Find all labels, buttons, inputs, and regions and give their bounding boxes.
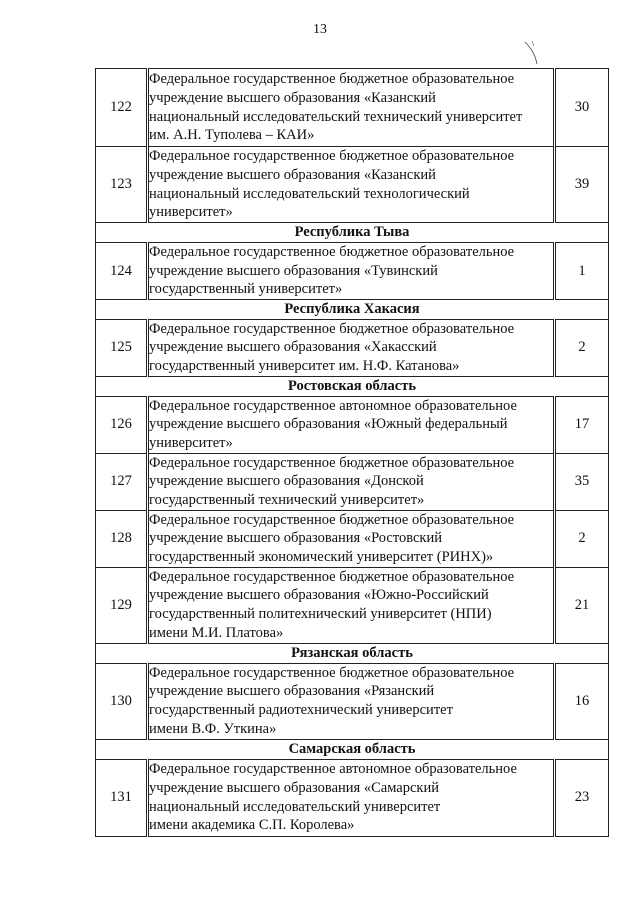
institution-name-line: имени академика С.П. Королева»: [149, 817, 355, 834]
quota-count: 21: [555, 567, 609, 643]
institution-name-line: учреждение высшего образования «Ростовский: [149, 530, 442, 547]
institution-name-line: Федеральное государственное бюджетное образовательное: [149, 664, 515, 681]
institution-name-line: национальный исследовательский технологический: [149, 185, 470, 202]
region-row: [96, 643, 609, 663]
institution-name-line: учреждение высшего образования «Хакасский: [149, 339, 437, 356]
institution-name-line: Федеральное государственное бюджетное образовательное: [149, 568, 515, 585]
quota-count: 23: [555, 759, 609, 836]
table-row: [96, 319, 609, 376]
row-number: 130: [96, 663, 148, 739]
region-row: [96, 299, 609, 319]
institution-name: [148, 243, 555, 300]
institution-name-line: Федеральное государственное бюджетное образовательное: [149, 244, 515, 260]
institution-name-line: национальный исследовательский университет: [149, 798, 441, 815]
institution-name: [148, 319, 555, 376]
institution-name-line: государственный университет»: [149, 281, 343, 298]
institution-name-line: государственный экономический университет (РИНХ)»: [149, 548, 494, 565]
scan-mark: [523, 40, 541, 66]
institution-name-line: государственный политехнический университет (НПИ): [149, 606, 492, 623]
institution-name: [148, 663, 555, 739]
table-row: [96, 510, 609, 567]
institution-name-line: учреждение высшего образования «Южный федеральный: [149, 416, 508, 433]
row-number: 124: [96, 243, 148, 300]
table-row: [96, 147, 609, 223]
institutions-table: [95, 68, 609, 837]
institution-name-line: Федеральное государственное бюджетное образовательное: [149, 320, 515, 337]
institution-name-line: Федеральное государственное бюджетное образовательное: [149, 148, 515, 165]
institution-name-line: Федеральное государственное бюджетное образовательное: [149, 71, 515, 88]
institution-name: [148, 567, 555, 643]
row-number: 131: [96, 759, 148, 836]
institution-name-line: имени М.И. Платова»: [149, 624, 284, 641]
region-title: Ростовская область: [96, 376, 609, 396]
region-row: [96, 223, 609, 243]
quota-count: 17: [555, 396, 609, 453]
institution-name-line: учреждение высшего образования «Казанский: [149, 166, 436, 183]
table-row: [96, 396, 609, 453]
table-row: [96, 69, 609, 147]
row-number: 125: [96, 319, 148, 376]
region-title: Рязанская область: [96, 643, 609, 663]
institution-name-line: университет»: [149, 434, 233, 451]
institution-name: [148, 453, 555, 510]
institution-name-line: имени В.Ф. Уткина»: [149, 720, 277, 737]
row-number: 126: [96, 396, 148, 453]
table-row: [96, 453, 609, 510]
institution-name-line: национальный исследовательский технический университет: [149, 108, 523, 125]
row-number: 127: [96, 453, 148, 510]
institution-name-line: Федеральное государственное автономное образовательное: [149, 397, 517, 414]
institution-name-line: учреждение высшего образования «Южно-Российский: [149, 587, 489, 604]
page-number: 13: [313, 22, 327, 37]
region-title: Республика Тыва: [96, 223, 609, 243]
quota-count: 16: [555, 663, 609, 739]
institution-name-line: государственный радиотехнический университет: [149, 702, 453, 719]
row-number: 129: [96, 567, 148, 643]
institution-name-line: учреждение высшего образования «Казанский: [149, 89, 436, 106]
institution-name-line: учреждение высшего образования «Донской: [149, 473, 424, 490]
institution-name-line: государственный университет им. Н.Ф. Катанова»: [149, 357, 460, 374]
region-row: [96, 376, 609, 396]
institutions-table-body: [96, 69, 609, 837]
quota-count: 2: [555, 510, 609, 567]
quota-count: 30: [555, 69, 609, 147]
row-number: 123: [96, 147, 148, 223]
table-row: [96, 663, 609, 739]
quota-count: 2: [555, 319, 609, 376]
institution-name-line: государственный технический университет»: [149, 491, 425, 508]
region-row: [96, 739, 609, 759]
row-number: 122: [96, 69, 148, 147]
quota-count: 35: [555, 453, 609, 510]
institution-name-line: университет»: [149, 204, 233, 221]
institution-name-line: Федеральное государственное бюджетное образовательное: [149, 454, 515, 471]
quota-count: 1: [555, 243, 609, 300]
row-number: 128: [96, 510, 148, 567]
institution-name-line: учреждение высшего образования «Рязанский: [149, 683, 435, 700]
region-title: Республика Хакасия: [96, 299, 609, 319]
institution-name: [148, 69, 555, 147]
institution-name-line: Федеральное государственное бюджетное образовательное: [149, 511, 515, 528]
table-row: [96, 567, 609, 643]
table-row: [96, 759, 609, 836]
institution-name-line: учреждение высшего образования «Тувинский: [149, 262, 438, 279]
table-row: [96, 243, 609, 300]
region-title: Самарская область: [96, 739, 609, 759]
institution-name: [148, 147, 555, 223]
institution-name-line: учреждение высшего образования «Самарский: [149, 779, 439, 796]
institution-name: [148, 759, 555, 836]
institution-name: [148, 396, 555, 453]
institution-name-line: им. А.Н. Туполева – КАИ»: [149, 127, 315, 144]
institution-name-line: Федеральное государственное автономное образовательное: [149, 761, 517, 778]
quota-count: 39: [555, 147, 609, 223]
institution-name: [148, 510, 555, 567]
